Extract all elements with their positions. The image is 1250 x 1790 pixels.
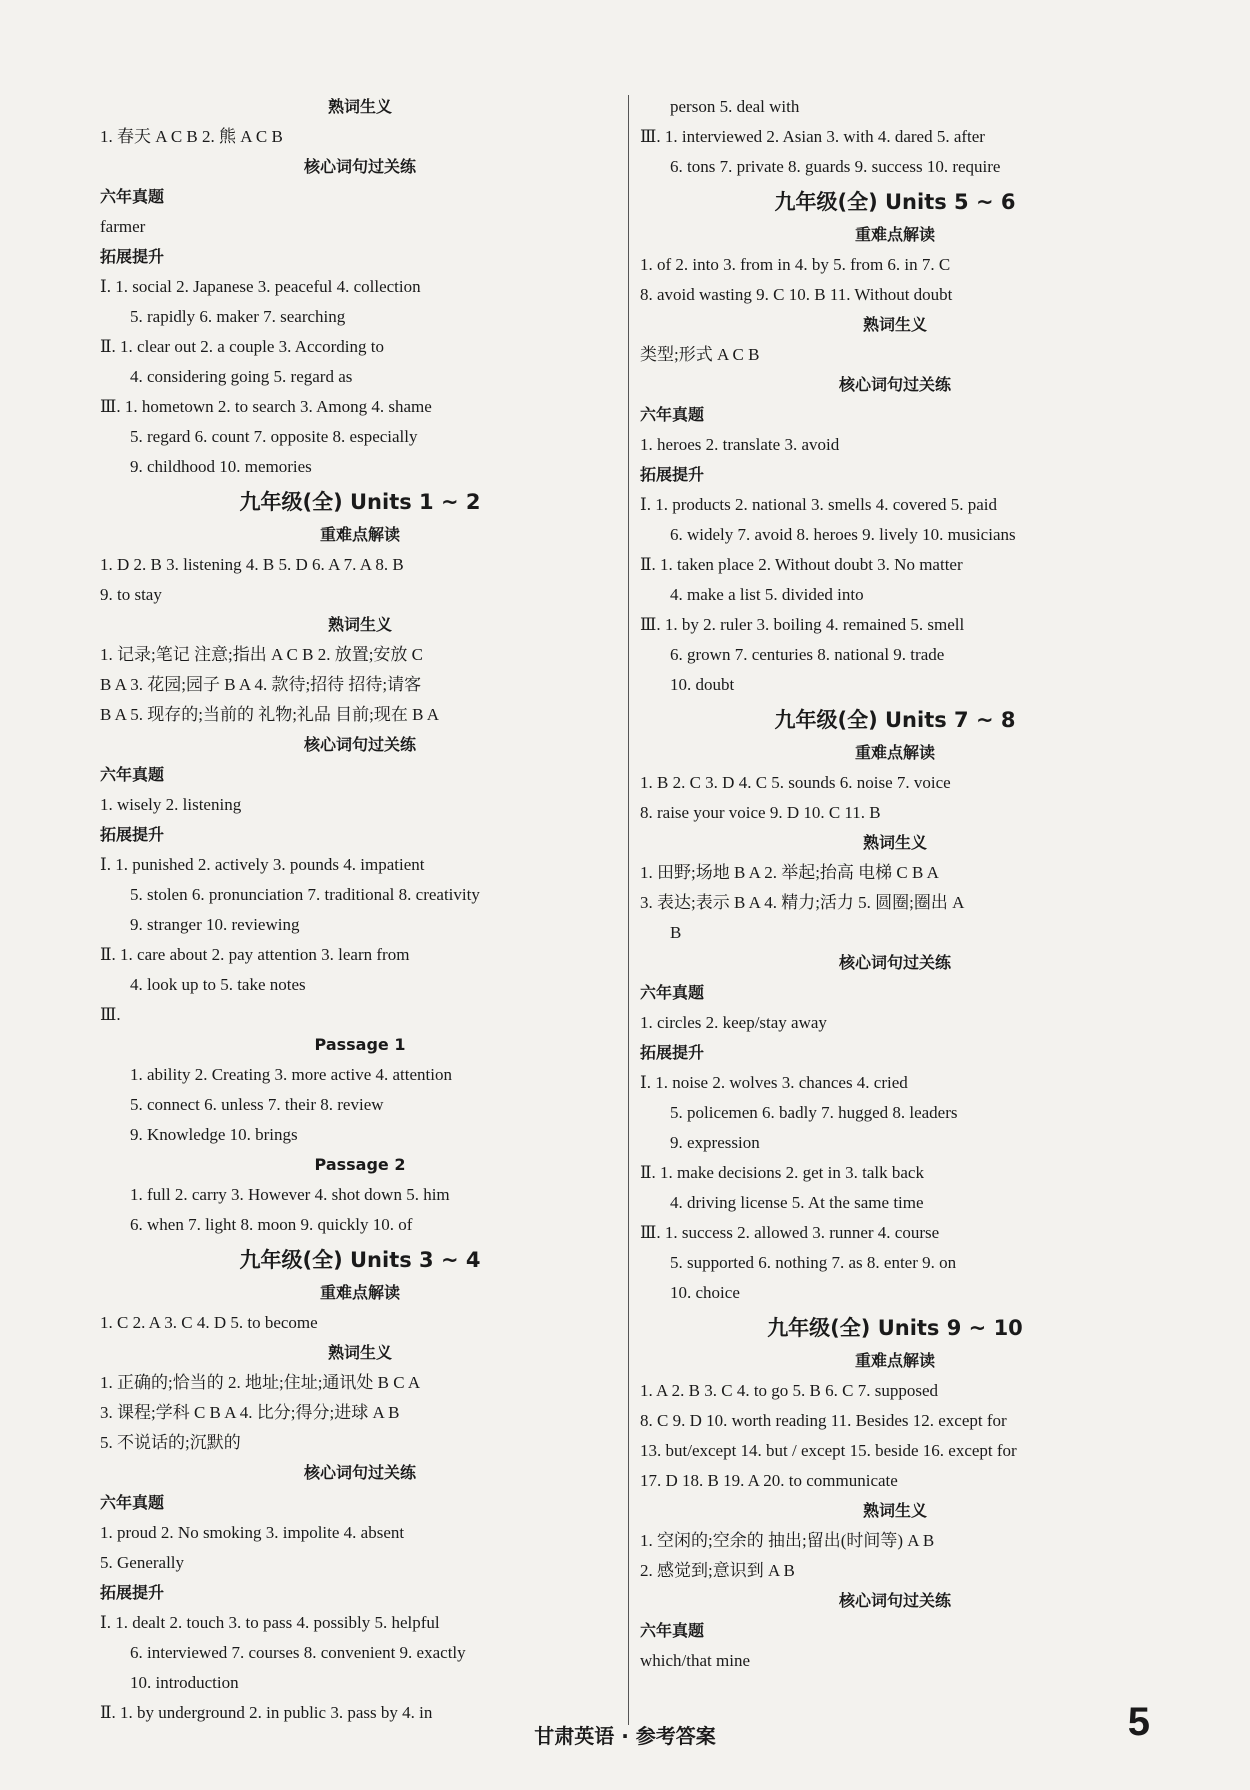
answer-line: 8. avoid wasting 9. C 10. B 11. Without doubt <box>640 285 953 304</box>
subsection-label: 拓展提升 <box>100 247 165 266</box>
section-heading: 熟词生义 <box>327 615 392 634</box>
answer-line: 4. considering going 5. regard as <box>130 367 353 386</box>
answer-line: Ⅲ. 1. interviewed 2. Asian 3. with 4. dared 5. after <box>640 127 985 146</box>
answer-line: 5. connect 6. unless 7. their 8. review <box>130 1095 384 1114</box>
section-heading: 重难点解读 <box>319 525 400 544</box>
answer-line: 10. choice <box>670 1283 740 1302</box>
answer-line: Ⅱ. 1. clear out 2. a couple 3. According to <box>100 337 384 356</box>
section-heading: 核心词句过关练 <box>838 375 951 394</box>
answer-line: 9. stranger 10. reviewing <box>130 915 300 934</box>
page-number: 5 <box>1127 1700 1150 1744</box>
answer-line: 1. proud 2. No smoking 3. impolite 4. absent <box>100 1523 405 1542</box>
subsection-label: 六年真题 <box>100 1493 165 1512</box>
answer-line: 3. 表达;表示 B A 4. 精力;活力 5. 圆圈;圈出 A <box>640 893 965 912</box>
answer-line: 8. C 9. D 10. worth reading 11. Besides 12. except for <box>640 1411 1007 1430</box>
answer-line: 9. to stay <box>100 585 162 604</box>
answer-line: Ⅰ. 1. dealt 2. touch 3. to pass 4. possibly 5. helpful <box>100 1613 440 1632</box>
answer-line: 5. regard 6. count 7. opposite 8. especially <box>130 427 418 446</box>
answer-line: 5. policemen 6. badly 7. hugged 8. leaders <box>670 1103 958 1122</box>
section-heading: 熟词生义 <box>327 97 392 116</box>
answer-line: 5. stolen 6. pronunciation 7. traditional 8. creativity <box>130 885 480 904</box>
answer-line: 6. when 7. light 8. moon 9. quickly 10. of <box>130 1215 413 1234</box>
section-heading: 熟词生义 <box>862 315 927 334</box>
answer-line: 1. D 2. B 3. listening 4. B 5. D 6. A 7. A 8. B <box>100 555 404 574</box>
answer-line: 13. but/except 14. but / except 15. beside 16. except for <box>640 1441 1017 1460</box>
section-heading: 核心词句过关练 <box>303 1463 416 1482</box>
answer-line: Ⅰ. 1. punished 2. actively 3. pounds 4. impatient <box>100 855 425 874</box>
page-footer: 甘肃英语 · 参考答案 <box>534 1724 716 1748</box>
answer-line: 6. interviewed 7. courses 8. convenient 9. exactly <box>130 1643 466 1662</box>
answer-line: 1. C 2. A 3. C 4. D 5. to become <box>100 1313 318 1332</box>
answer-line: 1. heroes 2. translate 3. avoid <box>640 435 840 454</box>
section-heading: 核心词句过关练 <box>838 1591 951 1610</box>
answer-line: 类型;形式 A C B <box>640 345 760 364</box>
column-divider <box>628 95 629 1725</box>
section-heading: 核心词句过关练 <box>838 953 951 972</box>
answer-line: farmer <box>100 217 146 236</box>
answer-line: Ⅲ. 1. by 2. ruler 3. boiling 4. remained 5. smell <box>640 615 965 634</box>
subsection-label: 六年真题 <box>640 983 705 1002</box>
left-column <box>100 92 620 1728</box>
section-heading: Passage 1 <box>314 1035 406 1054</box>
answer-line: 9. expression <box>670 1133 760 1152</box>
section-heading: Passage 2 <box>314 1155 406 1174</box>
answer-line: 10. introduction <box>130 1673 239 1692</box>
subsection-label: 拓展提升 <box>100 825 165 844</box>
subsection-label: 六年真题 <box>100 765 165 784</box>
answer-line: 6. tons 7. private 8. guards 9. success 10. require <box>670 157 1001 176</box>
answer-line: Ⅰ. 1. noise 2. wolves 3. chances 4. cried <box>640 1073 908 1092</box>
subsection-label: 拓展提升 <box>100 1583 165 1602</box>
answer-line: Ⅰ. 1. social 2. Japanese 3. peaceful 4. collection <box>100 277 421 296</box>
answer-line: 1. of 2. into 3. from in 4. by 5. from 6. in 7. C <box>640 255 951 274</box>
answer-line: 1. 田野;场地 B A 2. 举起;抬高 电梯 C B A <box>640 863 939 882</box>
unit-title: 九年级(全) Units 9 ~ 10 <box>767 1316 1023 1340</box>
section-heading: 重难点解读 <box>319 1283 400 1302</box>
answer-line: Ⅲ. 1. hometown 2. to search 3. Among 4. shame <box>100 397 432 416</box>
answer-line: 6. widely 7. avoid 8. heroes 9. lively 10. musicians <box>670 525 1016 544</box>
answer-line: Ⅱ. 1. by underground 2. in public 3. pass by 4. in <box>100 1703 433 1722</box>
answer-line: B A 3. 花园;园子 B A 4. 款待;招待 招待;请客 <box>100 675 422 694</box>
answer-line: 5. 不说话的;沉默的 <box>100 1433 241 1452</box>
answer-line: 9. childhood 10. memories <box>130 457 312 476</box>
answer-line: 5. Generally <box>100 1553 185 1572</box>
answer-line: 5. rapidly 6. maker 7. searching <box>130 307 346 326</box>
answer-line: 17. D 18. B 19. A 20. to communicate <box>640 1471 898 1490</box>
answer-line: 1. B 2. C 3. D 4. C 5. sounds 6. noise 7. voice <box>640 773 951 792</box>
answer-line: 8. raise your voice 9. D 10. C 11. B <box>640 803 881 822</box>
answer-line: person 5. deal with <box>670 97 800 116</box>
answer-line: 1. 春天 A C B 2. 熊 A C B <box>100 127 283 146</box>
answer-line: 2. 感觉到;意识到 A B <box>640 1561 795 1580</box>
answer-line: Ⅰ. 1. products 2. national 3. smells 4. covered 5. paid <box>640 495 998 514</box>
unit-title: 九年级(全) Units 7 ~ 8 <box>774 708 1016 732</box>
answer-line: 3. 课程;学科 C B A 4. 比分;得分;进球 A B <box>100 1403 400 1422</box>
unit-title: 九年级(全) Units 3 ~ 4 <box>239 1248 481 1272</box>
answer-line: Ⅱ. 1. make decisions 2. get in 3. talk back <box>640 1163 924 1182</box>
answer-line: 1. A 2. B 3. C 4. to go 5. B 6. C 7. supposed <box>640 1381 939 1400</box>
answer-line: which/that mine <box>640 1651 751 1670</box>
answer-line: B <box>670 923 682 942</box>
subsection-label: 六年真题 <box>640 405 705 424</box>
answer-line: 4. make a list 5. divided into <box>670 585 864 604</box>
unit-title: 九年级(全) Units 5 ~ 6 <box>774 190 1016 214</box>
section-heading: 重难点解读 <box>854 743 935 762</box>
answer-line: 9. Knowledge 10. brings <box>130 1125 298 1144</box>
section-heading: 重难点解读 <box>854 1351 935 1370</box>
unit-title: 九年级(全) Units 1 ~ 2 <box>239 490 481 514</box>
subsection-label: 拓展提升 <box>640 465 705 484</box>
answer-line: 4. look up to 5. take notes <box>130 975 306 994</box>
answer-line: 10. doubt <box>670 675 735 694</box>
subsection-label: 六年真题 <box>100 187 165 206</box>
subsection-label: 六年真题 <box>640 1621 705 1640</box>
section-heading: 核心词句过关练 <box>303 735 416 754</box>
answer-line: 1. 记录;笔记 注意;指出 A C B 2. 放置;安放 C <box>100 645 424 664</box>
right-column <box>640 92 1150 1676</box>
answer-line: 1. ability 2. Creating 3. more active 4. attention <box>130 1065 452 1084</box>
answer-line: Ⅲ. <box>100 1005 121 1024</box>
answer-line: 1. circles 2. keep/stay away <box>640 1013 827 1032</box>
section-heading: 熟词生义 <box>327 1343 392 1362</box>
answer-line: 6. grown 7. centuries 8. national 9. trade <box>670 645 945 664</box>
section-heading: 核心词句过关练 <box>303 157 416 176</box>
answer-line: Ⅱ. 1. care about 2. pay attention 3. learn from <box>100 945 410 964</box>
answer-line: B A 5. 现存的;当前的 礼物;礼品 目前;现在 B A <box>100 705 440 724</box>
answer-line: Ⅱ. 1. taken place 2. Without doubt 3. No matter <box>640 555 963 574</box>
answer-line: 1. 正确的;恰当的 2. 地址;住址;通讯处 B C A <box>100 1373 421 1392</box>
section-heading: 熟词生义 <box>862 1501 927 1520</box>
answer-line: 1. wisely 2. listening <box>100 795 242 814</box>
answer-line: 1. 空闲的;空余的 抽出;留出(时间等) A B <box>640 1531 935 1550</box>
section-heading: 熟词生义 <box>862 833 927 852</box>
answer-line: 4. driving license 5. At the same time <box>670 1193 924 1212</box>
answer-line: Ⅲ. 1. success 2. allowed 3. runner 4. course <box>640 1223 940 1242</box>
subsection-label: 拓展提升 <box>640 1043 705 1062</box>
answer-line: 1. full 2. carry 3. However 4. shot down 5. him <box>130 1185 450 1204</box>
section-heading: 重难点解读 <box>854 225 935 244</box>
answer-line: 5. supported 6. nothing 7. as 8. enter 9. on <box>670 1253 957 1272</box>
